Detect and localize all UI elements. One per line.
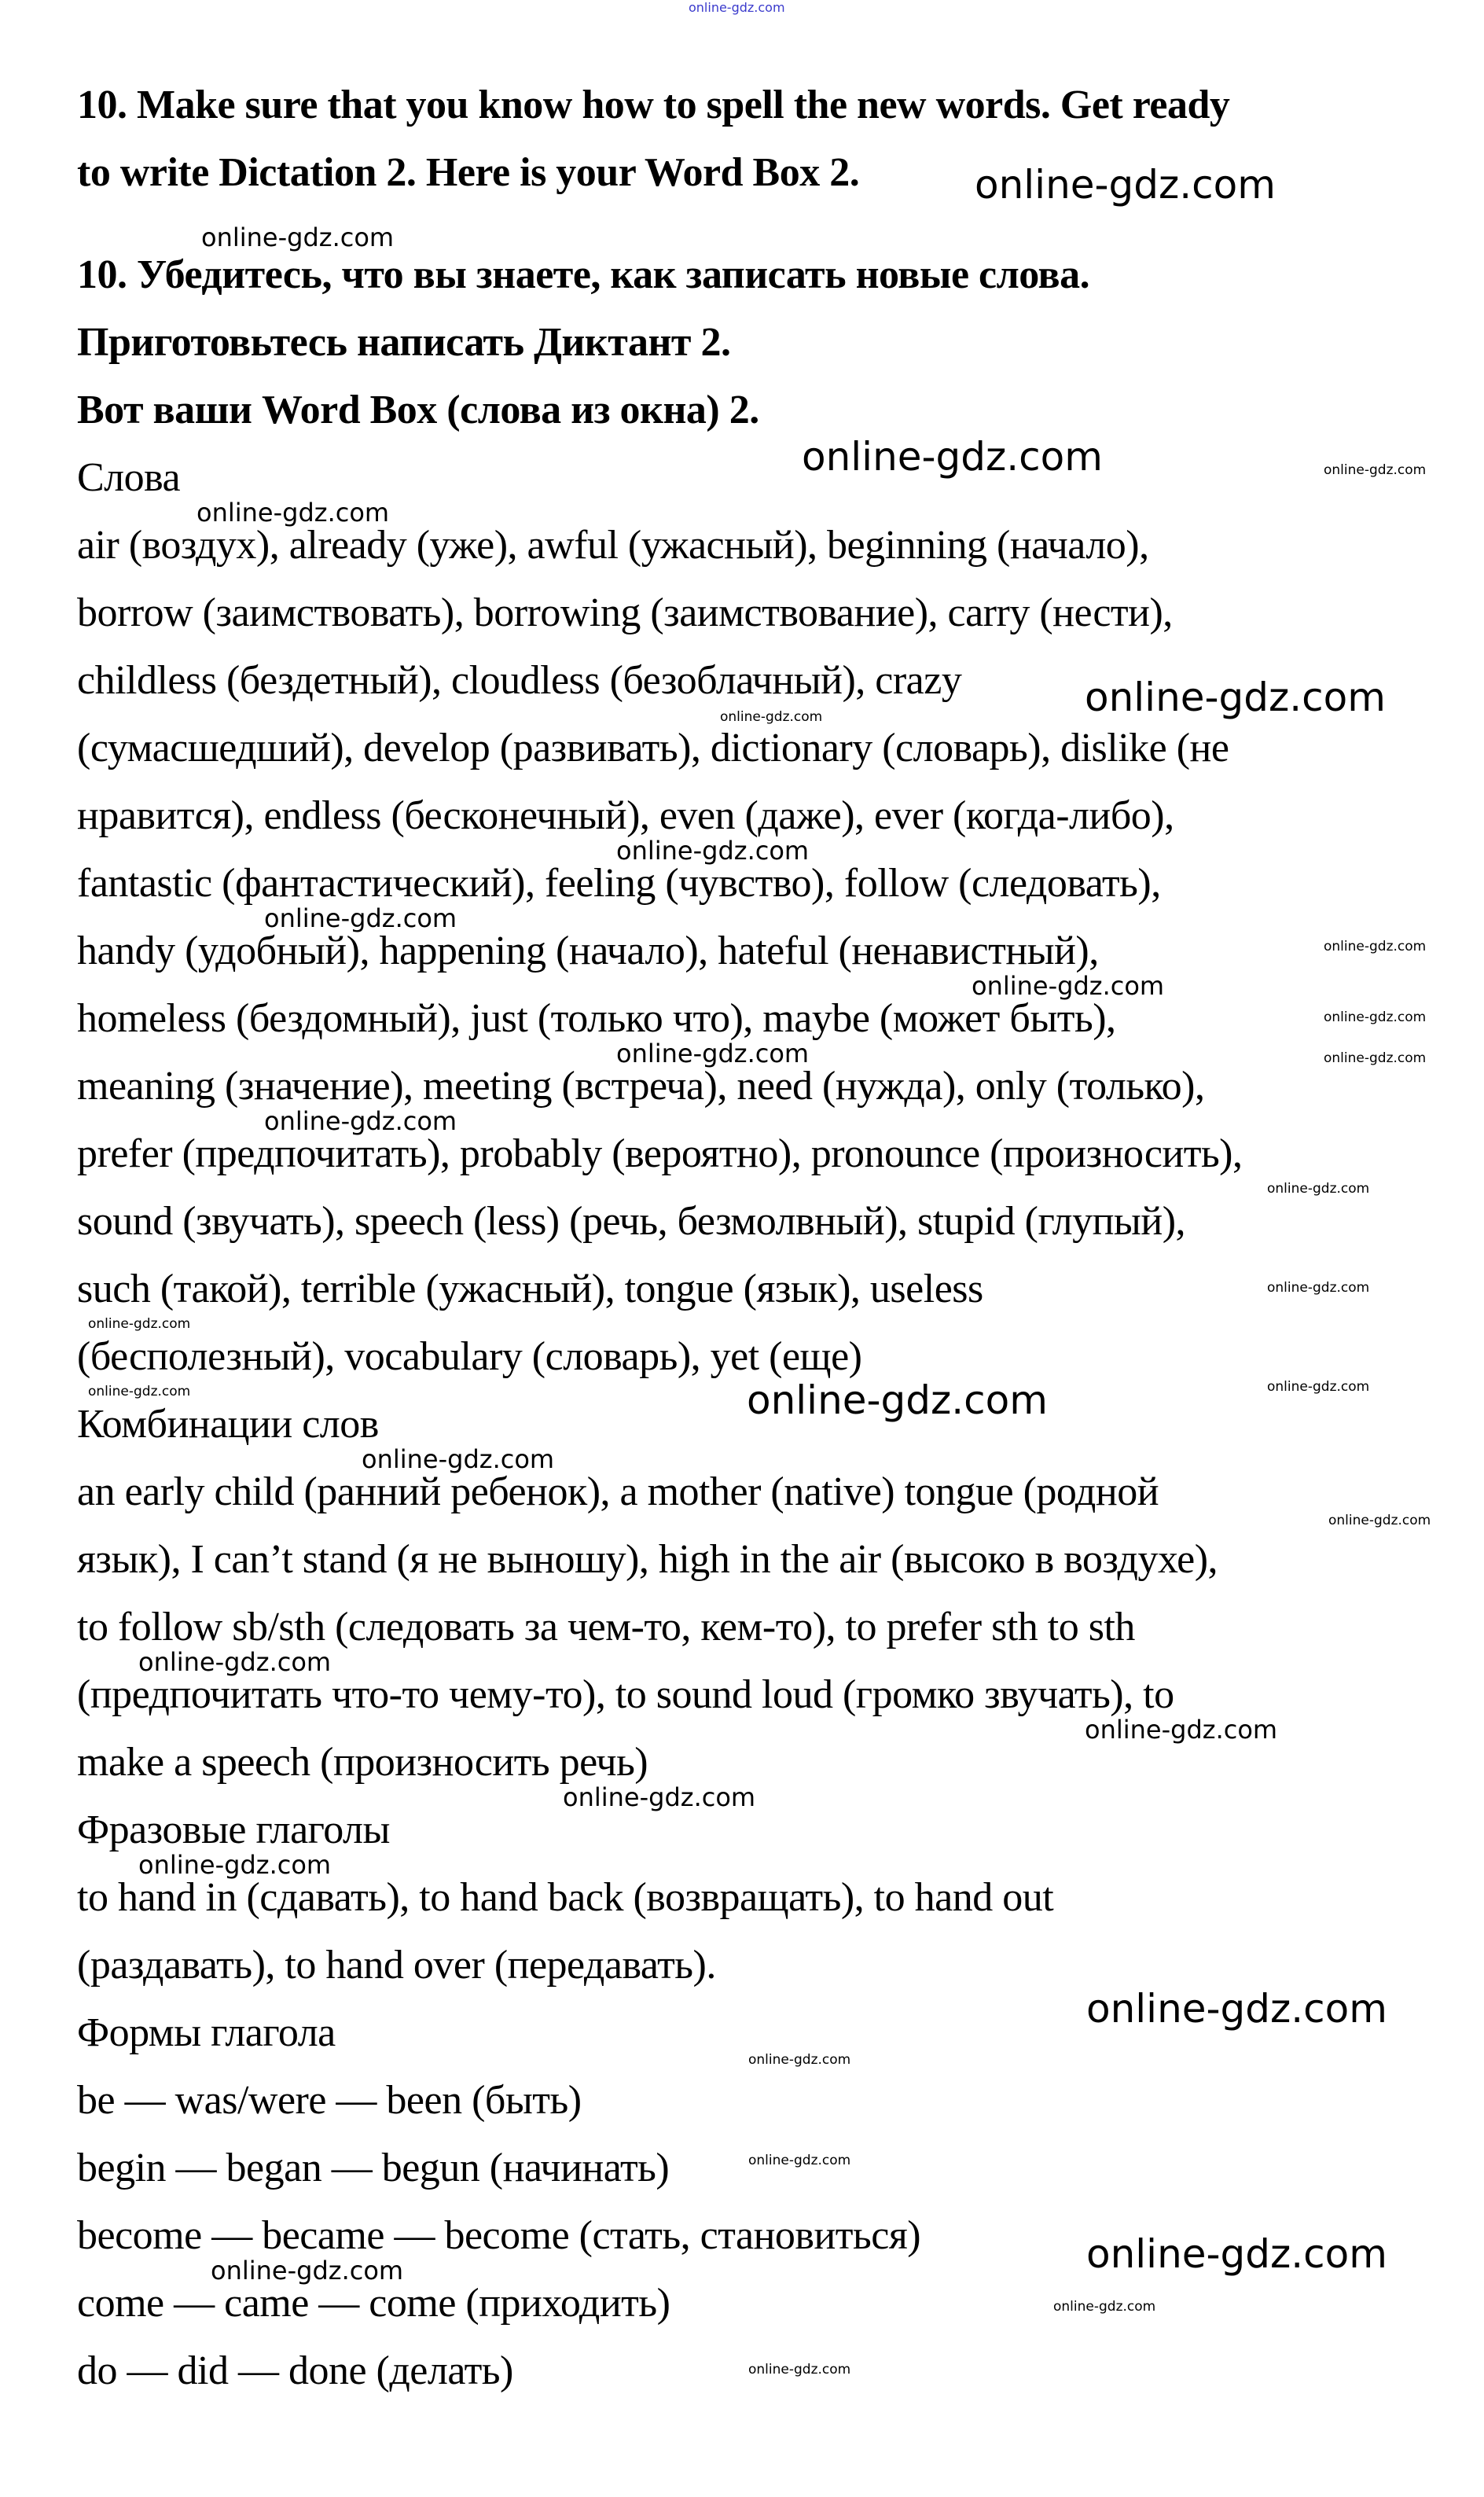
watermark: online-gdz.com: [1267, 1280, 1370, 1296]
watermark: online-gdz.com: [616, 836, 810, 866]
phrasal-line: (раздавать), to hand over (передавать).: [77, 1943, 716, 1988]
watermark: online-gdz.com: [1328, 1513, 1431, 1528]
heading-ru-line: Приготовьтесь написать Диктант 2.: [77, 320, 731, 365]
words-line: fantastic (фантастический), feeling (чувство), follow (следовать),: [77, 861, 1161, 906]
words-line: нравится), endless (бесконечный), even (даже), ever (когда-либо),: [77, 793, 1174, 838]
combinations-line: to follow sb/sth (следовать за чем-то, кем-то), to prefer sth to sth: [77, 1605, 1135, 1649]
verbs-line: become — became — become (стать, становиться): [77, 2213, 921, 2258]
watermark: online-gdz.com: [138, 1850, 332, 1880]
watermark: online-gdz.com: [1053, 2299, 1156, 2315]
words-line: homeless (бездомный), just (только что), maybe (может быть),: [77, 996, 1116, 1041]
heading-en-line: to write Dictation 2. Here is your Word Box 2.: [77, 150, 860, 195]
watermark: online-gdz.com: [747, 1377, 1048, 1423]
words-line: prefer (предпочитать), probably (вероятно), pronounce (произносить),: [77, 1131, 1243, 1176]
watermark: online-gdz.com: [1086, 2231, 1387, 2277]
section-title-combinations: Комбинации слов: [77, 1402, 379, 1447]
watermark: online-gdz.com: [1324, 1050, 1427, 1066]
watermark: online-gdz.com: [197, 498, 390, 528]
watermark: online-gdz.com: [802, 434, 1103, 480]
watermark: online-gdz.com: [748, 2362, 851, 2377]
watermark: online-gdz.com: [138, 1647, 332, 1677]
watermark: online-gdz.com: [264, 1106, 457, 1136]
watermark: online-gdz.com: [88, 1316, 191, 1332]
verbs-line: begin — began — begun (начинать): [77, 2146, 670, 2190]
combinations-line: make a speech (произносить речь): [77, 1740, 648, 1785]
watermark: online-gdz.com: [1086, 1986, 1387, 2032]
heading-ru-line: Вот ваши Word Box (слова из окна) 2.: [77, 388, 759, 432]
verbs-line: be — was/were — been (быть): [77, 2078, 582, 2123]
watermark: online-gdz.com: [211, 2256, 404, 2286]
top-watermark: online-gdz.com: [689, 0, 785, 15]
watermark: online-gdz.com: [362, 1444, 555, 1474]
combinations-line: an early child (ранний ребенок), a mother (native) tongue (родной: [77, 1469, 1159, 1514]
watermark: online-gdz.com: [1085, 675, 1386, 720]
watermark: online-gdz.com: [201, 222, 395, 252]
watermark: online-gdz.com: [88, 1384, 191, 1399]
watermark: online-gdz.com: [1085, 1715, 1278, 1745]
watermark: online-gdz.com: [748, 2153, 851, 2168]
phrasal-line: to hand in (сдавать), to hand back (возвращать), to hand out: [77, 1875, 1054, 1920]
combinations-line: (предпочитать что-то чему-то), to sound loud (громко звучать), to: [77, 1672, 1174, 1717]
watermark: online-gdz.com: [1267, 1181, 1370, 1197]
watermark: online-gdz.com: [1267, 1379, 1370, 1395]
words-line: borrow (заимствовать), borrowing (заимствование), carry (нести),: [77, 590, 1173, 635]
words-line: air (воздух), already (уже), awful (ужасный), beginning (начало),: [77, 523, 1149, 568]
words-line: (бесполезный), vocabulary (словарь), yet (еще): [77, 1334, 862, 1379]
words-line: (сумасшедший), develop (развивать), dictionary (словарь), dislike (не: [77, 726, 1229, 770]
watermark: online-gdz.com: [1324, 462, 1427, 478]
words-line: childless (бездетный), cloudless (безоблачный), crazy: [77, 658, 962, 703]
verbs-line: come — came — come (приходить): [77, 2281, 670, 2326]
watermark: online-gdz.com: [264, 903, 457, 933]
watermark: online-gdz.com: [972, 971, 1165, 1001]
verbs-line: do — did — done (делать): [77, 2348, 513, 2393]
section-title-words: Слова: [77, 455, 181, 500]
watermark: online-gdz.com: [616, 1039, 810, 1068]
heading-en-line: 10. Make sure that you know how to spell the new words. Get ready: [77, 83, 1230, 127]
words-line: sound (звучать), speech (less) (речь, безмолвный), stupid (глупый),: [77, 1199, 1186, 1244]
watermark: online-gdz.com: [975, 162, 1276, 208]
watermark: online-gdz.com: [748, 2052, 851, 2068]
watermark: online-gdz.com: [1324, 1009, 1427, 1025]
words-line: handy (удобный), happening (начало), hateful (ненавистный),: [77, 929, 1099, 973]
section-title-phrasal: Фразовые глаголы: [77, 1807, 390, 1852]
watermark: online-gdz.com: [1324, 939, 1427, 954]
combinations-line: язык), I can’t stand (я не выношу), high in the air (высоко в воздухе),: [77, 1537, 1218, 1582]
watermark: online-gdz.com: [563, 1782, 756, 1812]
heading-ru-line: 10. Убедитесь, что вы знаете, как записать новые слова.: [77, 252, 1090, 297]
section-title-verbs: Формы глагола: [77, 2010, 336, 2055]
words-line: such (такой), terrible (ужасный), tongue (язык), useless: [77, 1267, 983, 1311]
watermark: online-gdz.com: [720, 709, 823, 725]
words-line: meaning (значение), meeting (встреча), need (нужда), only (только),: [77, 1064, 1205, 1109]
